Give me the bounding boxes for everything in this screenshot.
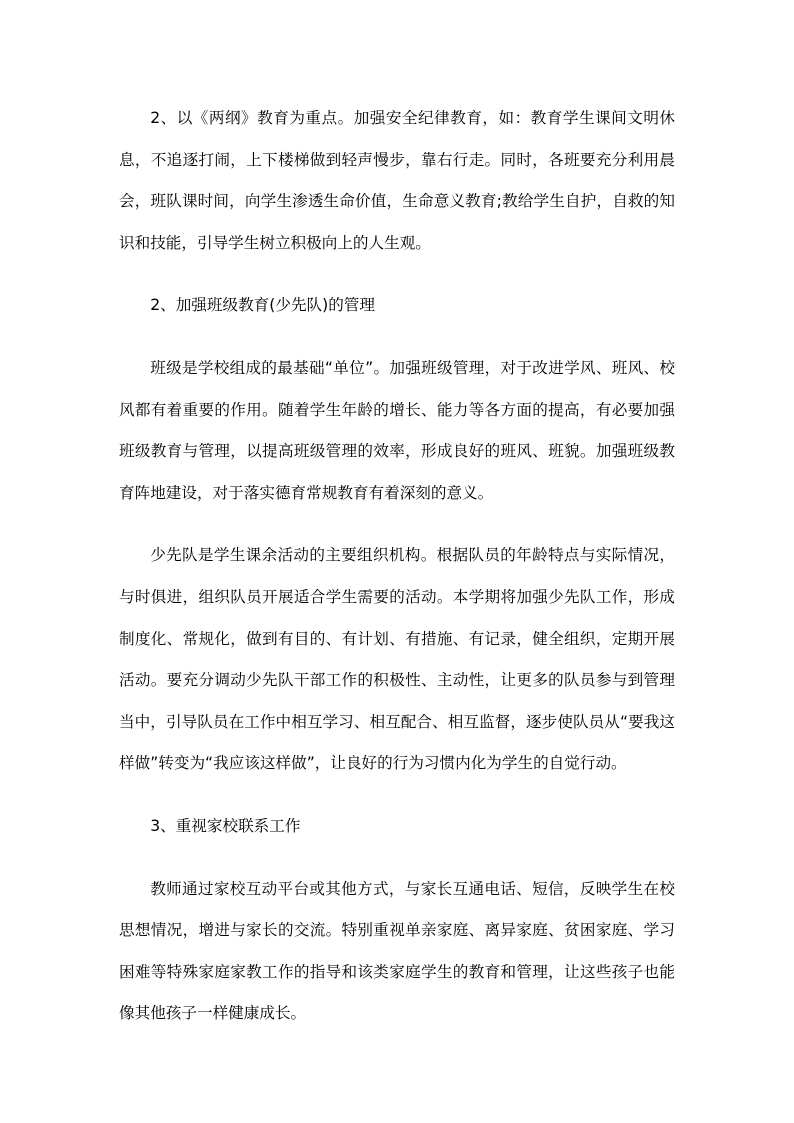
paragraph-safety-education: 2、以《两纲》教育为重点。加强安全纪律教育，如：教育学生课间文明休息，不追逐打闹，上下楼梯做到轻声慢步，靠右行走。同时，各班要充分利用晨会，班队课时间，向学生渗透生命价值，生命意义教育;教给学生自护，自救的知识和技能，引导学生树立积极向上的人生观。 <box>119 109 675 252</box>
paragraph-home-school-contact: 教师通过家校互动平台或其他方式，与家长互通电话、短信，反映学生在校思想情况，增进与家长的交流。特别重视单亲家庭、离异家庭、贫困家庭、学习困难等特殊家庭家教工作的指导和该类家庭学生的教育和管理，让这些孩子也能像其他孩子一样健康成长。 <box>119 879 675 1023</box>
paragraph-young-pioneers: 少先队是学生课余活动的主要组织机构。根据队员的年龄特点与实际情况，与时俱进，组织队员开展适合学生需要的活动。本学期将加强少先队工作，形成制度化、常规化，做到有目的、有计划、有措施、有记录，健全组织，定期开展活动。要充分调动少先队干部工作的积极性、主动性，让更多的队员参与到管理当中，引导队员在工作中相互学习、相互配合、相互监督，逐步使队员从“要我这样做”转变为“我应该这样做”，让良好的行为习惯内化为学生的自觉行动。 <box>119 546 675 773</box>
section-heading-class-management: 2、加强班级教育(少先队)的管理 <box>150 296 375 315</box>
document-body <box>119 98 675 1056</box>
paragraph-class-management: 班级是学校组成的最基础“单位”。加强班级管理，对于改进学风、班风、校风都有着重要的作用。随着学生年龄的增长、能力等各方面的提高，有必要加强班级教育与管理，以提高班级管理的效率，形成良好的班风、班貌。加强班级教育阵地建设，对于落实德育常规教育有着深刻的意义。 <box>119 358 675 502</box>
section-heading-home-school: 3、重视家校联系工作 <box>150 816 301 835</box>
